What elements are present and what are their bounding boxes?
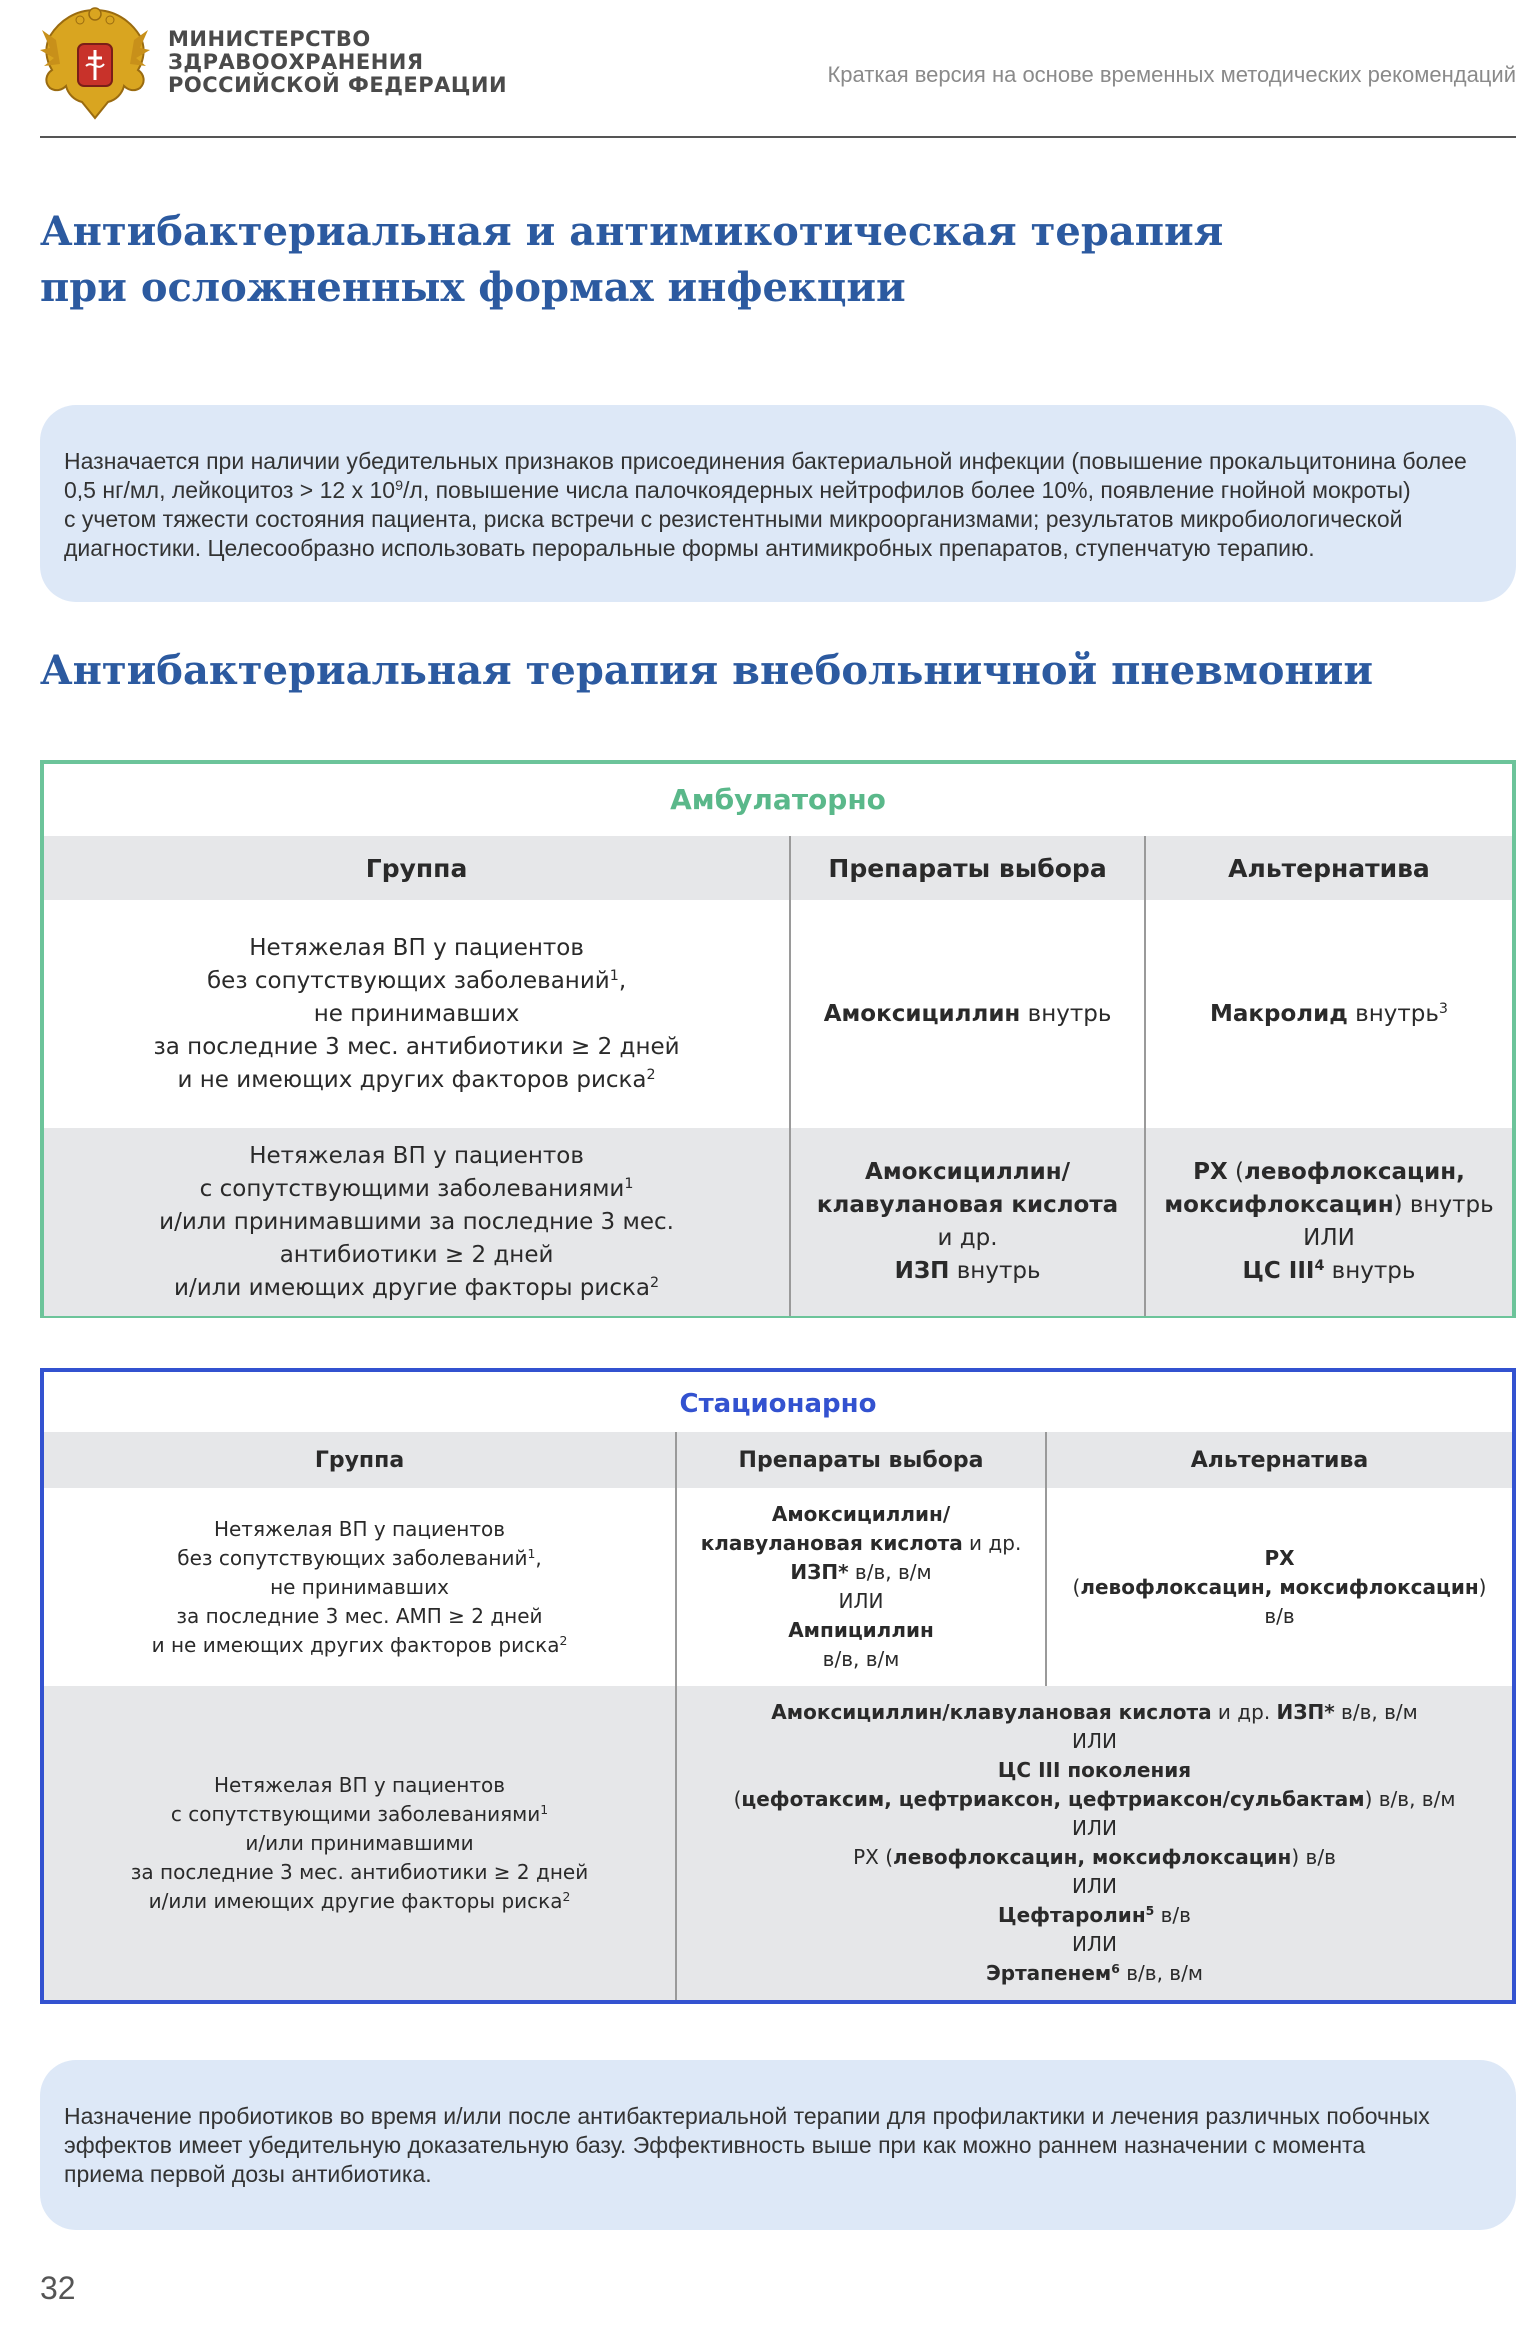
page-header: [0, 0, 1534, 140]
ministry-line: ЗДРАВООХРАНЕНИЯ: [168, 50, 424, 74]
table-header-row: [44, 1432, 1512, 1488]
stationary-grid: [44, 1432, 1512, 2000]
column-header-alternative: Альтернатива: [1046, 1432, 1512, 1488]
page-number: 32: [40, 2270, 76, 2306]
header-subtitle: Краткая версия на основе временных методических рекомендаций: [827, 62, 1516, 87]
table-row: [44, 1488, 1512, 1686]
ambulatory-title: Амбулаторно: [670, 783, 886, 816]
table-row: [44, 900, 1512, 1128]
info-note-indications: [40, 405, 1516, 602]
ambulatory-table: [40, 760, 1516, 1318]
note-line: Назначение пробиотиков во время и/или после антибактериальной терапии для профилактики и лечения различных побочных: [64, 2103, 1430, 2129]
table-row: [44, 1128, 1512, 1316]
ministry-name: [168, 28, 507, 97]
note-line: диагностики. Целесообразно использовать пероральные формы антимикробных препаратов, ступенчатую терапию.: [64, 535, 1315, 561]
column-header-group: Группа: [44, 1432, 676, 1488]
ambulatory-grid: [44, 836, 1512, 1316]
stationary-title: Стационарно: [679, 1389, 877, 1419]
group-cell: Нетяжелая ВП у пациентов без сопутствующих заболеваний$^1$, не принимавших за последние 3 мес. АМП ≥ 2 дней и не имеющих других факторов риска$^2$: [44, 1488, 676, 1686]
choice-cell: Амоксициллин/ клавулановая кислота и др. ИЗП* в/в, в/м ИЛИ Ампициллин в/в, в/м: [676, 1488, 1046, 1686]
note-line: эффектов имеет убедительную доказательную базу. Эффективность выше при как можно раннем назначении с момента: [64, 2132, 1366, 2158]
coat-of-arms-icon: [36, 0, 154, 122]
table-header-row: [44, 836, 1512, 900]
note-line: приема первой дозы антибиотика.: [64, 2161, 432, 2187]
title-line: при осложненных формах инфекции: [40, 264, 906, 311]
title-line: Антибактериальная и антимикотическая терапия: [40, 208, 1224, 255]
therapy-merged-cell: Амоксициллин/клавулановая кислота и др. ИЗП* в/в, в/м ИЛИ ЦС III поколения (цефотаксим, цефтриаксон, цефтриаксон/сульбактам) в/в, в/м ИЛИ РХ (левофлоксацин, моксифлоксацин) в/в ИЛИ Цефтаролин$^5$ в/в ИЛИ Эртапенем$^6$ в/в, в/м: [676, 1686, 1512, 2000]
group-cell: Нетяжелая ВП у пациентов с сопутствующими заболеваниями$^1$ и/или принимавшими за последние 3 мес. антибиотики ≥ 2 дней и/или имеющих другие факторы риска$^2$: [44, 1686, 676, 2000]
table-row: [44, 1686, 1512, 2000]
alternative-cell: Макролид внутрь$^3$: [1145, 900, 1512, 1128]
section-title-pneumonia-therapy: Антибактериальная терапия внебольничной пневмонии: [40, 647, 1373, 694]
choice-cell: Амоксициллин/ клавулановая кислота и др. ИЗП внутрь: [790, 1128, 1145, 1316]
group-cell: Нетяжелая ВП у пациентов без сопутствующих заболеваний$^1$, не принимавших за последние 3 мес. антибиотики ≥ 2 дней и не имеющих других факторов риска$^2$: [44, 900, 790, 1128]
info-note-probiotics: [40, 2060, 1516, 2230]
column-header-choice: Препараты выбора: [676, 1432, 1046, 1488]
note-line: с учетом тяжести состояния пациента, риска встречи с резистентными микроорганизмами; результатов микробиологической: [64, 506, 1403, 532]
column-header-group: Группа: [44, 836, 790, 900]
note-line: 0,5 нг/мл, лейкоцитоз > 12 х $10^9/л$, повышение числа палочкоядерных нейтрофилов более 10%, появление гнойной мокроты): [64, 477, 1411, 503]
column-header-choice: Препараты выбора: [790, 836, 1145, 900]
note-line: Назначается при наличии убедительных признаков присоединения бактериальной инфекции (повышение прокальцитонина более: [64, 448, 1467, 474]
group-cell: Нетяжелая ВП у пациентов с сопутствующими заболеваниями$^1$ и/или принимавшими за последние 3 мес. антибиотики ≥ 2 дней и/или имеющих другие факторы риска$^2$: [44, 1128, 790, 1316]
stationary-table: [40, 1368, 1516, 2004]
alternative-cell: РХ (левофлоксацин, моксифлоксацин) в/в: [1046, 1488, 1512, 1686]
column-header-alternative: Альтернатива: [1145, 836, 1512, 900]
header-divider: [40, 136, 1516, 138]
ministry-line: РОССИЙСКОЙ ФЕДЕРАЦИИ: [168, 73, 508, 97]
section-title-antibacterial-antimycotic: [40, 204, 1223, 316]
ministry-line: МИНИСТЕРСТВО: [168, 27, 371, 51]
alternative-cell: РХ (левофлоксацин, моксифлоксацин) внутрь ИЛИ ЦС III$^4$ внутрь: [1145, 1128, 1512, 1316]
choice-cell: Амоксициллин внутрь: [790, 900, 1145, 1128]
